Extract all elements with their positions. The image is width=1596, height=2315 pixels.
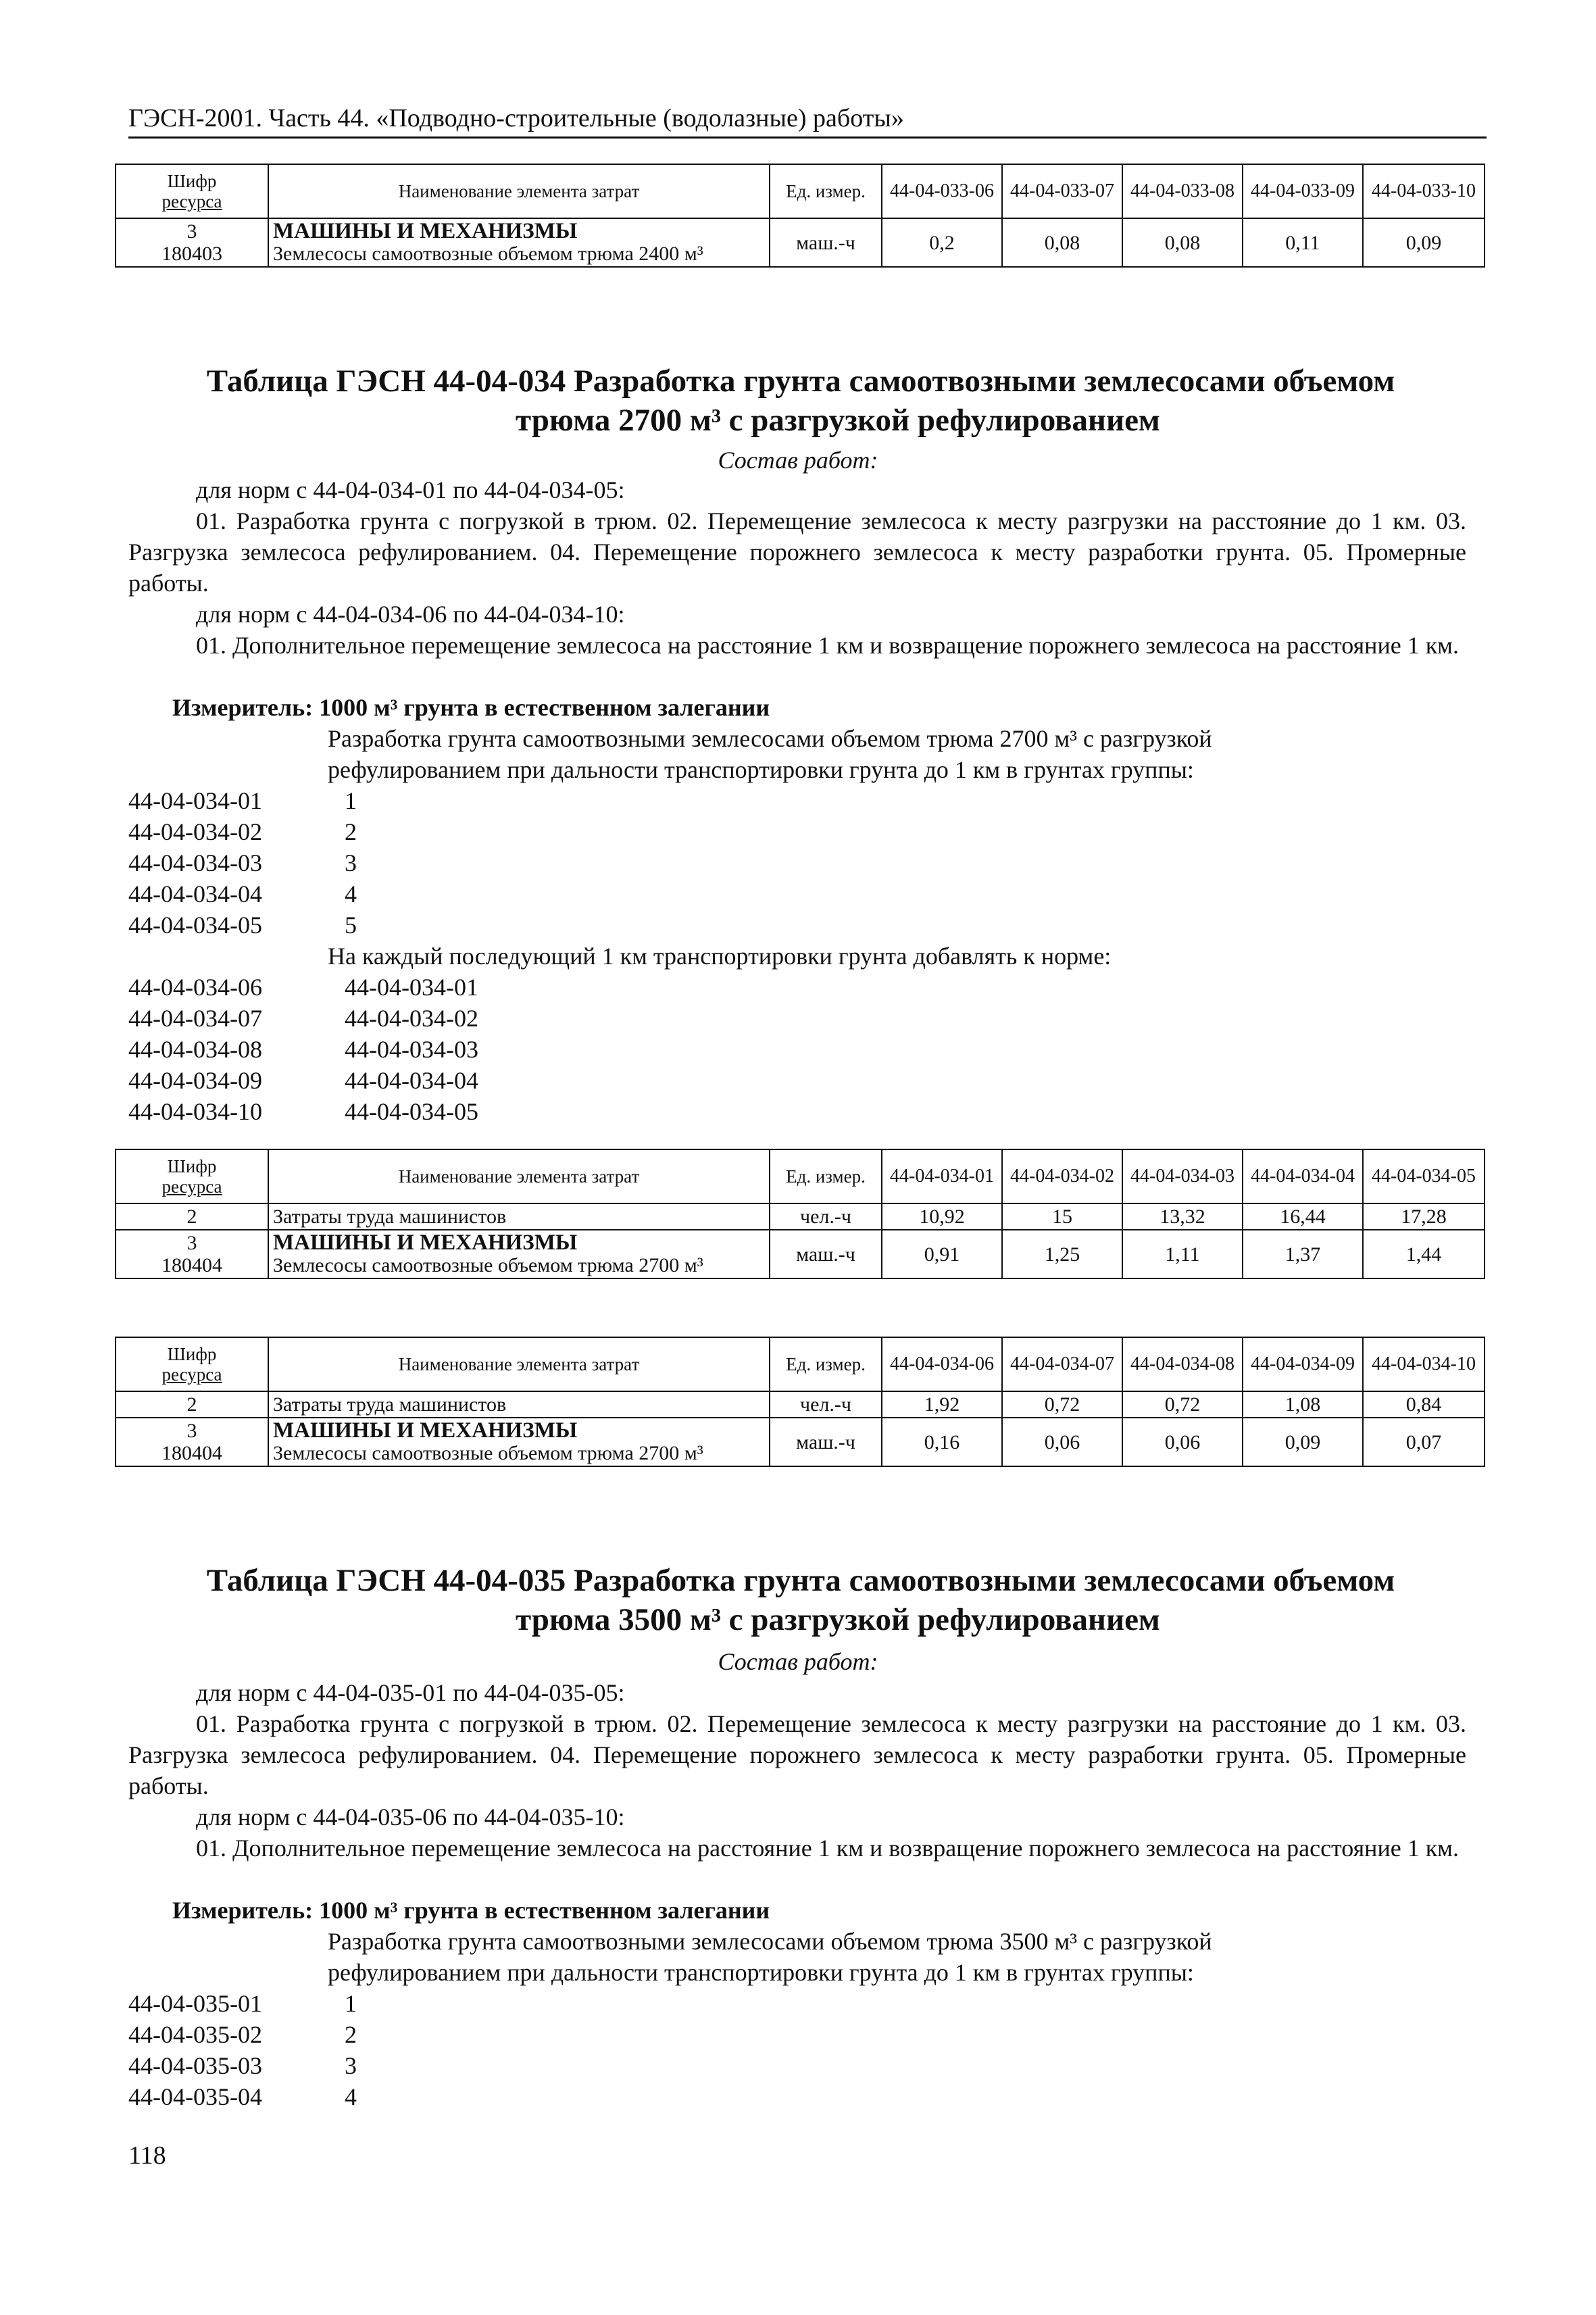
row-name: МАШИНЫ И МЕХАНИЗМЫ Землесосы самоотвозные объемом трюма 2400 м³	[268, 218, 770, 267]
list-item: 44-04-034-04 4	[128, 880, 357, 907]
table-cell: 0,72	[1002, 1391, 1122, 1418]
list-item: 44-04-035-01 1	[128, 1990, 357, 2017]
row-unit: чел.-ч	[770, 1391, 882, 1418]
col-header-norm: 44-04-034-07	[1002, 1337, 1122, 1391]
col-header-code: Шифр ресурса	[116, 164, 268, 218]
row-code: 3 180403	[116, 218, 268, 267]
table-title-035: Таблица ГЭСН 44-04-035 Разработка грунта самоотвозными землесосами объемом трюма 3500 м³ с разгрузкой рефулированием	[206, 1563, 1395, 1637]
table-cell: 10,92	[882, 1203, 1002, 1230]
works-description: 01. Дополнительное перемещение землесоса на расстояние 1 км и возвращение порожнего землесоса на расстояние 1 км.	[196, 632, 1459, 659]
norms-range: для норм с 44-04-035-06 по 44-04-035-10:	[196, 1803, 625, 1831]
col-header-norm: 44-04-034-01	[882, 1149, 1002, 1203]
table-cell: 0,16	[882, 1418, 1002, 1466]
table-title-034: Таблица ГЭСН 44-04-034 Разработка грунта самоотвозными землесосами объемом трюма 2700 м³ с разгрузкой рефулированием	[206, 364, 1395, 438]
page-number: 118	[128, 2141, 166, 2170]
col-header-norm: 44-04-033-07	[1002, 164, 1122, 218]
list-item: 44-04-034-06 44-04-034-01	[128, 974, 478, 1001]
table-034-a	[115, 1149, 1485, 1279]
col-header-norm: 44-04-034-09	[1243, 1337, 1363, 1391]
col-header-norm: 44-04-034-05	[1363, 1149, 1485, 1203]
table-cell: 0,07	[1363, 1418, 1485, 1466]
col-header-name: Наименование элемента затрат	[268, 164, 770, 218]
table-cell: 0,09	[1363, 218, 1485, 267]
col-header-unit: Ед. измер.	[770, 164, 882, 218]
col-header-name: Наименование элемента затрат	[268, 1337, 770, 1391]
work-desc: Разработка грунта самоотвозными землесосами объемом трюма 3500 м³ с разгрузкой рефулированием при дальности транспортировки грунта до 1 км в грунтах группы:	[328, 1928, 1212, 1986]
table-cell: 0,91	[882, 1230, 1002, 1278]
col-header-name: Наименование элемента затрат	[268, 1149, 770, 1203]
col-header-norm: 44-04-034-08	[1122, 1337, 1243, 1391]
group-list	[128, 785, 357, 941]
table-cell: 13,32	[1122, 1203, 1243, 1230]
table-cell: 1,25	[1002, 1230, 1122, 1278]
row-name: МАШИНЫ И МЕХАНИЗМЫ Землесосы самоотвозные объемом трюма 2700 м³	[268, 1418, 770, 1466]
norms-range: для норм с 44-04-034-01 по 44-04-034-05:	[196, 476, 625, 503]
table-cell: 0,84	[1363, 1391, 1485, 1418]
col-header-norm: 44-04-034-02	[1002, 1149, 1122, 1203]
row-unit: чел.-ч	[770, 1203, 882, 1230]
row-name: МАШИНЫ И МЕХАНИЗМЫ Землесосы самоотвозные объемом трюма 2700 м³	[268, 1230, 770, 1278]
row-name: Затраты труда машинистов	[268, 1391, 770, 1418]
row-code: 3 180404	[116, 1418, 268, 1466]
list-item: 44-04-034-10 44-04-034-05	[128, 1098, 478, 1125]
list-item: 44-04-034-05 5	[128, 912, 357, 939]
col-header-code: Шифр ресурса	[116, 1337, 268, 1391]
list-item: 44-04-034-09 44-04-034-04	[128, 1067, 478, 1094]
list-item: 44-04-034-08 44-04-034-03	[128, 1036, 478, 1063]
works-description: 01. Дополнительное перемещение землесоса на расстояние 1 км и возвращение порожнего землесоса на расстояние 1 км.	[196, 1835, 1459, 1862]
list-item: 44-04-035-04 4	[128, 2083, 357, 2110]
table-cell: 1,44	[1363, 1230, 1485, 1278]
table-cell: 0,06	[1122, 1418, 1243, 1466]
row-unit: маш.-ч	[770, 218, 882, 267]
norms-range: для норм с 44-04-035-01 по 44-04-035-05:	[196, 1679, 625, 1706]
col-header-norm: 44-04-034-03	[1122, 1149, 1243, 1203]
table-034-b	[115, 1337, 1485, 1467]
add-list	[128, 972, 478, 1127]
list-item: 44-04-035-03 3	[128, 2052, 357, 2079]
works-description: 01. Разработка грунта с погрузкой в трюм. 02. Перемещение землесоса к месту разгрузки на расстояние до 1 км. 03. Разгрузка землесоса рефулированием. 04. Перемещение порожнего землесоса к месту разработки грунта. 05. Промерные работы.	[128, 507, 1466, 597]
col-header-unit: Ед. измер.	[770, 1337, 882, 1391]
work-desc: Разработка грунта самоотвозными землесосами объемом трюма 2700 м³ с разгрузкой рефулированием при дальности транспортировки грунта до 1 км в грунтах группы:	[328, 725, 1212, 783]
list-item: 44-04-034-01 1	[128, 787, 357, 814]
table-cell: 0,06	[1002, 1418, 1122, 1466]
row-unit: маш.-ч	[770, 1418, 882, 1466]
table-cell: 1,37	[1243, 1230, 1363, 1278]
col-header-norm: 44-04-033-06	[882, 164, 1002, 218]
running-header: ГЭСН-2001. Часть 44. «Подводно-строительные (водолазные) работы»	[128, 103, 1487, 139]
group-list	[128, 1988, 357, 2112]
col-header-norm: 44-04-033-10	[1363, 164, 1485, 218]
row-unit: маш.-ч	[770, 1230, 882, 1278]
table-cell: 15	[1002, 1203, 1122, 1230]
table-033	[115, 164, 1485, 268]
table-cell: 0,2	[882, 218, 1002, 267]
col-header-norm: 44-04-034-04	[1243, 1149, 1363, 1203]
col-header-norm: 44-04-034-10	[1363, 1337, 1485, 1391]
table-cell: 16,44	[1243, 1203, 1363, 1230]
measure-unit: Измеритель: 1000 м³ грунта в естественном залегании	[172, 1897, 770, 1924]
table-cell: 0,08	[1002, 218, 1122, 267]
row-code: 2	[116, 1391, 268, 1418]
col-header-norm: 44-04-033-09	[1243, 164, 1363, 218]
measure-unit: Измеритель: 1000 м³ грунта в естественном залегании	[172, 694, 770, 721]
list-item: 44-04-034-07 44-04-034-02	[128, 1005, 478, 1032]
table-cell: 1,92	[882, 1391, 1002, 1418]
col-header-unit: Ед. измер.	[770, 1149, 882, 1203]
row-name: Затраты труда машинистов	[268, 1203, 770, 1230]
col-header-norm: 44-04-034-06	[882, 1337, 1002, 1391]
row-code: 2	[116, 1203, 268, 1230]
table-cell: 17,28	[1363, 1203, 1485, 1230]
row-code: 3 180404	[116, 1230, 268, 1278]
list-item: 44-04-034-03 3	[128, 849, 357, 876]
table-cell: 0,09	[1243, 1418, 1363, 1466]
add-note: На каждый последующий 1 км транспортировки грунта добавлять к норме:	[328, 943, 1112, 970]
norms-range: для норм с 44-04-034-06 по 44-04-034-10:	[196, 601, 625, 628]
table-cell: 0,11	[1243, 218, 1363, 267]
list-item: 44-04-034-02 2	[128, 818, 357, 845]
composition-label: Состав работ:	[718, 447, 878, 474]
works-description: 01. Разработка грунта с погрузкой в трюм. 02. Перемещение землесоса к месту разгрузки на расстояние до 1 км. 03. Разгрузка землесоса рефулированием. 04. Перемещение порожнего землесоса к месту разработки грунта. 05. Промерные работы.	[128, 1710, 1466, 1799]
list-item: 44-04-035-02 2	[128, 2021, 357, 2048]
table-cell: 1,11	[1122, 1230, 1243, 1278]
composition-label: Состав работ:	[718, 1648, 878, 1675]
table-cell: 0,72	[1122, 1391, 1243, 1418]
col-header-norm: 44-04-033-08	[1122, 164, 1243, 218]
table-cell: 0,08	[1122, 218, 1243, 267]
table-cell: 1,08	[1243, 1391, 1363, 1418]
col-header-code: Шифр ресурса	[116, 1149, 268, 1203]
